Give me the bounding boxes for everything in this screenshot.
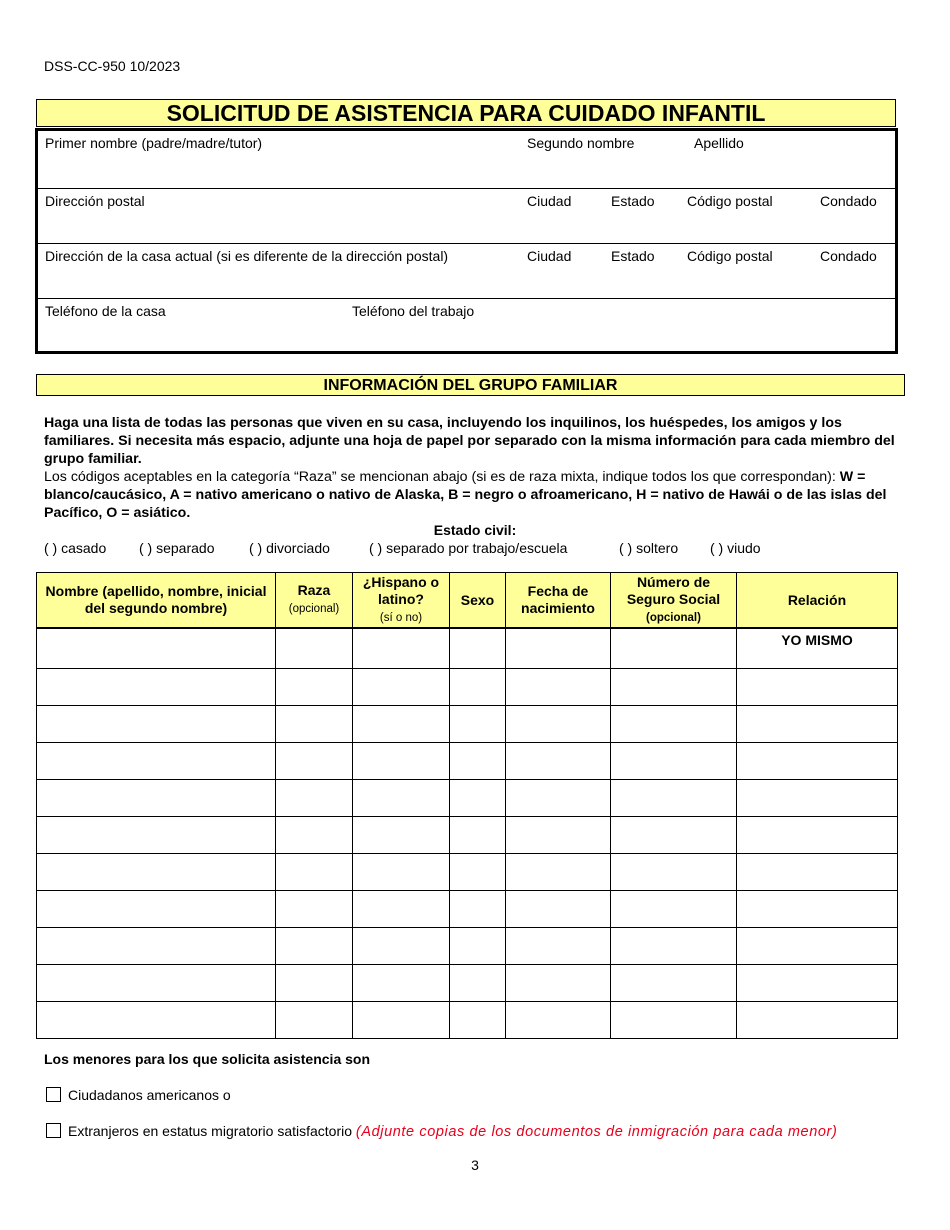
- table-cell[interactable]: [37, 891, 276, 928]
- col-header-sex: Sexo: [450, 573, 506, 629]
- table-cell[interactable]: [450, 743, 506, 780]
- table-cell[interactable]: [450, 965, 506, 1002]
- table-row: [37, 817, 898, 854]
- table-cell[interactable]: [506, 780, 611, 817]
- table-cell[interactable]: [450, 780, 506, 817]
- race-codes: W = blanco/caucásico, A = nativo americano o nativo de Alaska, B = negro o afroamericano, H = nativo de Hawái o de las islas del Pacífico, O = asiático.: [44, 469, 887, 521]
- ssn-header-label: Número de Seguro Social: [626, 573, 721, 607]
- checkbox[interactable]: [46, 1123, 61, 1138]
- table-row: [37, 1002, 898, 1039]
- table-cell[interactable]: [276, 628, 353, 669]
- immigration-note: (Adjunte copias de los documentos de inmigración para cada menor): [355, 1124, 838, 1140]
- home-phone-label: Teléfono de la casa: [45, 303, 166, 319]
- checkbox[interactable]: [46, 1087, 61, 1102]
- instructions-bold: Haga una lista de todas las personas que viven en su casa, incluyendo los inquilinos, los huéspedes, los amigos y los familiares. Si necesita más espacio, adjunte una hoja de papel por separado con la misma información para cada miembro del grupo familiar.: [44, 415, 895, 467]
- marital-status-title: Estado civil:: [433, 522, 517, 538]
- table-row: [37, 928, 898, 965]
- table-cell[interactable]: [737, 669, 898, 706]
- table-cell[interactable]: [611, 780, 737, 817]
- contact-row-mailing[interactable]: [38, 189, 895, 244]
- col-header-race: [276, 573, 353, 629]
- minors-title: Los menores para los que solicita asistencia son: [44, 1051, 371, 1067]
- col-header-ssn: [611, 573, 737, 629]
- household-members-table: [36, 572, 898, 1039]
- race-header-sub: (opcional): [288, 603, 340, 615]
- table-cell[interactable]: [353, 928, 450, 965]
- table-header-row: [37, 573, 898, 629]
- last-name-label: Apellido: [694, 135, 744, 151]
- table-cell[interactable]: [506, 854, 611, 891]
- table-cell[interactable]: [353, 780, 450, 817]
- first-name-label: Primer nombre (padre/madre/tutor): [45, 135, 263, 151]
- table-cell[interactable]: [37, 1002, 276, 1039]
- table-cell[interactable]: [276, 1002, 353, 1039]
- table-cell[interactable]: [353, 965, 450, 1002]
- home-city-label: Ciudad: [527, 248, 572, 264]
- home-county-label: Condado: [820, 248, 877, 264]
- table-cell[interactable]: [353, 706, 450, 743]
- table-row: [37, 780, 898, 817]
- table-cell[interactable]: [37, 743, 276, 780]
- marital-option-single[interactable]: ( ) soltero: [619, 540, 679, 556]
- table-cell[interactable]: [353, 1002, 450, 1039]
- table-cell[interactable]: [37, 628, 276, 669]
- household-section-title: INFORMACIÓN DEL GRUPO FAMILIAR: [36, 374, 905, 396]
- relation-self-cell[interactable]: YO MISMO: [737, 628, 898, 669]
- table-cell[interactable]: [737, 706, 898, 743]
- table-cell[interactable]: [353, 669, 450, 706]
- col-header-relation: Relación: [737, 573, 898, 629]
- marital-option-widowed[interactable]: ( ) viudo: [710, 540, 761, 556]
- table-cell[interactable]: [276, 780, 353, 817]
- table-cell[interactable]: [276, 891, 353, 928]
- table-row: [37, 965, 898, 1002]
- race-header-label: Raza: [297, 582, 331, 598]
- middle-name-label: Segundo nombre: [527, 135, 635, 151]
- marital-option-divorced[interactable]: ( ) divorciado: [249, 540, 330, 556]
- table-cell[interactable]: [506, 706, 611, 743]
- col-header-hispanic: [353, 573, 450, 629]
- table-cell[interactable]: [737, 854, 898, 891]
- table-cell[interactable]: [737, 928, 898, 965]
- form-title: SOLICITUD DE ASISTENCIA PARA CUIDADO INFANTIL: [36, 99, 896, 127]
- table-cell[interactable]: [276, 965, 353, 1002]
- table-cell[interactable]: [37, 780, 276, 817]
- table-cell[interactable]: [353, 891, 450, 928]
- marital-option-separated[interactable]: ( ) separado: [139, 540, 215, 556]
- table-cell[interactable]: [37, 669, 276, 706]
- table-cell[interactable]: [37, 817, 276, 854]
- table-cell[interactable]: [353, 628, 450, 669]
- table-cell[interactable]: [506, 817, 611, 854]
- hispanic-header-label: ¿Hispano o latino?: [362, 573, 440, 607]
- work-phone-label: Teléfono del trabajo: [352, 303, 475, 319]
- county-label: Condado: [820, 193, 877, 209]
- table-cell[interactable]: [611, 965, 737, 1002]
- table-cell[interactable]: [611, 854, 737, 891]
- table-cell[interactable]: [353, 817, 450, 854]
- household-instructions: [44, 414, 896, 522]
- table-cell[interactable]: [37, 706, 276, 743]
- contact-info-box: [35, 128, 898, 354]
- zip-label: Código postal: [687, 193, 773, 209]
- table-cell[interactable]: [737, 1002, 898, 1039]
- table-cell[interactable]: [450, 854, 506, 891]
- table-cell[interactable]: [276, 743, 353, 780]
- ssn-header-sub: (opcional): [646, 611, 701, 624]
- table-cell[interactable]: [276, 706, 353, 743]
- table-row: [37, 891, 898, 928]
- table-cell[interactable]: [737, 743, 898, 780]
- table-cell[interactable]: [450, 669, 506, 706]
- table-cell[interactable]: [353, 743, 450, 780]
- table-cell[interactable]: [450, 817, 506, 854]
- table-row: [37, 743, 898, 780]
- home-zip-label: Código postal: [687, 248, 773, 264]
- minors-option-aliens[interactable]: [46, 1123, 837, 1140]
- contact-row-name[interactable]: [38, 131, 895, 189]
- state-label: Estado: [611, 193, 655, 209]
- table-cell[interactable]: [37, 854, 276, 891]
- table-cell[interactable]: [506, 891, 611, 928]
- mailing-address-label: Dirección postal: [45, 193, 145, 209]
- table-cell[interactable]: [611, 706, 737, 743]
- table-cell[interactable]: [506, 1002, 611, 1039]
- table-cell[interactable]: [611, 743, 737, 780]
- table-cell[interactable]: [450, 628, 506, 669]
- marital-option-married[interactable]: ( ) casado: [44, 540, 107, 556]
- table-row: [37, 669, 898, 706]
- col-header-name: Nombre (apellido, nombre, inicial del segundo nombre): [37, 573, 276, 629]
- table-cell[interactable]: [276, 669, 353, 706]
- form-code: DSS-CC-950 10/2023: [44, 58, 181, 74]
- table-cell[interactable]: [611, 669, 737, 706]
- table-cell[interactable]: [276, 854, 353, 891]
- table-cell[interactable]: [506, 965, 611, 1002]
- table-row: [37, 854, 898, 891]
- table-cell[interactable]: [450, 928, 506, 965]
- table-cell[interactable]: [276, 928, 353, 965]
- table-cell[interactable]: [276, 817, 353, 854]
- table-cell[interactable]: [506, 743, 611, 780]
- table-cell[interactable]: [450, 891, 506, 928]
- table-cell[interactable]: [37, 965, 276, 1002]
- table-cell[interactable]: [450, 1002, 506, 1039]
- home-state-label: Estado: [611, 248, 655, 264]
- minors-option-citizens[interactable]: [46, 1087, 231, 1103]
- table-cell[interactable]: [353, 854, 450, 891]
- table-cell[interactable]: [611, 891, 737, 928]
- contact-row-phone[interactable]: [38, 299, 895, 351]
- home-address-label: Dirección de la casa actual (si es diferente de la dirección postal): [45, 248, 449, 264]
- table-cell[interactable]: [611, 928, 737, 965]
- table-cell[interactable]: [737, 817, 898, 854]
- table-cell[interactable]: [737, 891, 898, 928]
- table-cell[interactable]: [611, 628, 737, 669]
- citizens-label: Ciudadanos americanos o: [68, 1087, 231, 1103]
- table-cell[interactable]: [506, 628, 611, 669]
- table-cell[interactable]: [450, 706, 506, 743]
- page-number: 3: [471, 1157, 479, 1173]
- table-row: [37, 628, 898, 669]
- hispanic-header-sub: (sí o no): [379, 611, 423, 624]
- table-cell[interactable]: [37, 928, 276, 965]
- table-cell[interactable]: [737, 780, 898, 817]
- table-cell[interactable]: [737, 965, 898, 1002]
- marital-option-separated-work[interactable]: ( ) separado por trabajo/escuela: [369, 540, 568, 556]
- col-header-dob: Fecha de nacimiento: [506, 573, 611, 629]
- table-row: [37, 706, 898, 743]
- contact-row-home[interactable]: [38, 244, 895, 299]
- table-cell[interactable]: [506, 928, 611, 965]
- table-cell[interactable]: [506, 669, 611, 706]
- city-label: Ciudad: [527, 193, 572, 209]
- aliens-label: Extranjeros en estatus migratorio satisfactorio: [68, 1123, 353, 1139]
- table-cell[interactable]: [611, 1002, 737, 1039]
- table-cell[interactable]: [611, 817, 737, 854]
- race-intro: Los códigos aceptables en la categoría “Raza” se mencionan abajo (si es de raza mixta, indique todos los que correspondan):: [44, 469, 836, 485]
